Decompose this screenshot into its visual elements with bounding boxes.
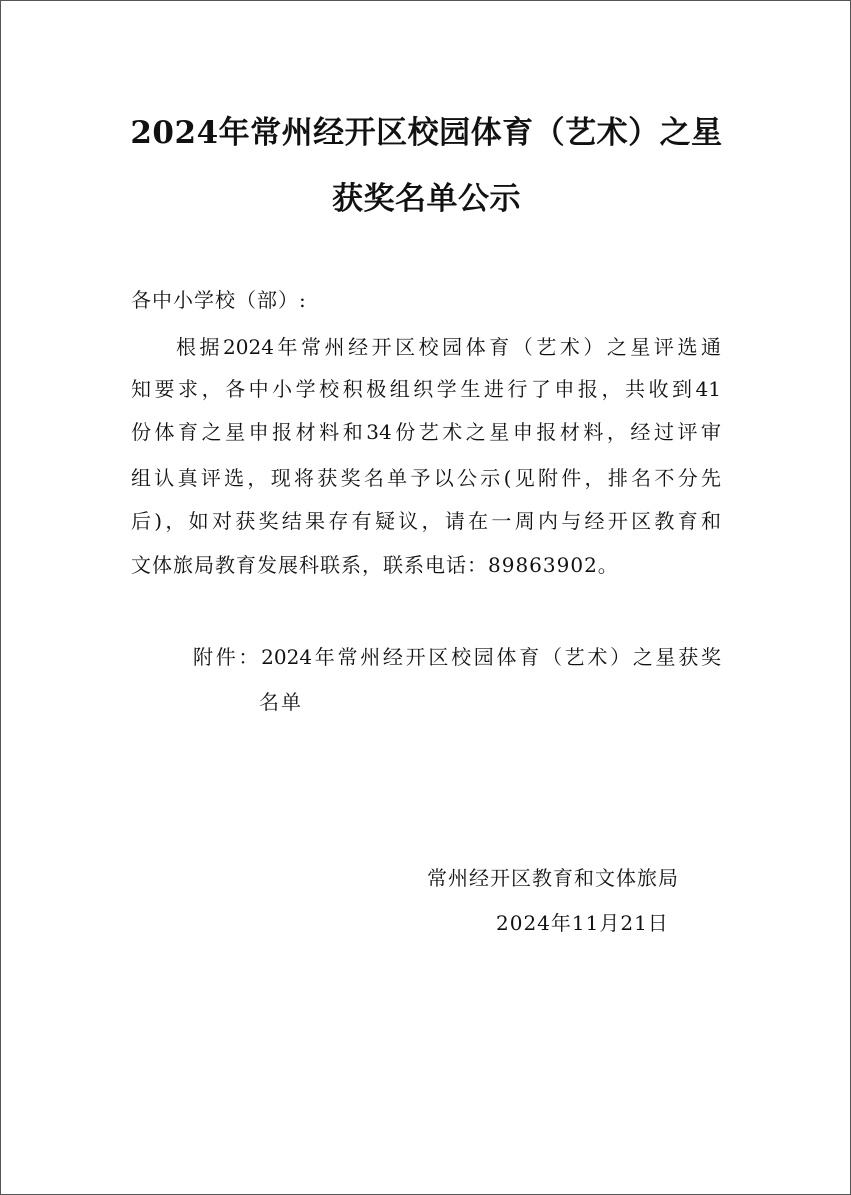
- body-paragraph-line: 后)，如对获奖结果存有疑议，请在一周内与经开区教育和: [131, 509, 721, 533]
- salutation: 各中小学校（部）:: [131, 288, 307, 312]
- body-paragraph-line: 文体旅局教育发展科联系，联系电话：89863902。: [131, 553, 619, 577]
- document-title-line-2: 获奖名单公示: [332, 181, 521, 217]
- body-paragraph-line: 根据2024年常州经开区校园体育（艺术）之星评选通: [176, 335, 721, 359]
- body-paragraph-line: 组认真评选，现将获奖名单予以公示(见附件，排名不分先: [131, 466, 721, 490]
- attachment-line-2: 名单: [259, 690, 303, 714]
- document-title-line-1: 2024年常州经开区校园体育（艺术）之星: [130, 115, 723, 151]
- signature-date: 2024年11月21日: [496, 911, 669, 935]
- attachment-line-1: 附件：2024年常州经开区校园体育（艺术）之星获奖: [193, 645, 721, 669]
- body-paragraph-line: 份体育之星申报材料和34份艺术之星申报材料，经过评审: [131, 420, 721, 444]
- signature-organization: 常州经开区教育和文体旅局: [427, 866, 679, 890]
- body-paragraph-line: 知要求，各中小学校积极组织学生进行了申报，共收到41: [131, 377, 721, 401]
